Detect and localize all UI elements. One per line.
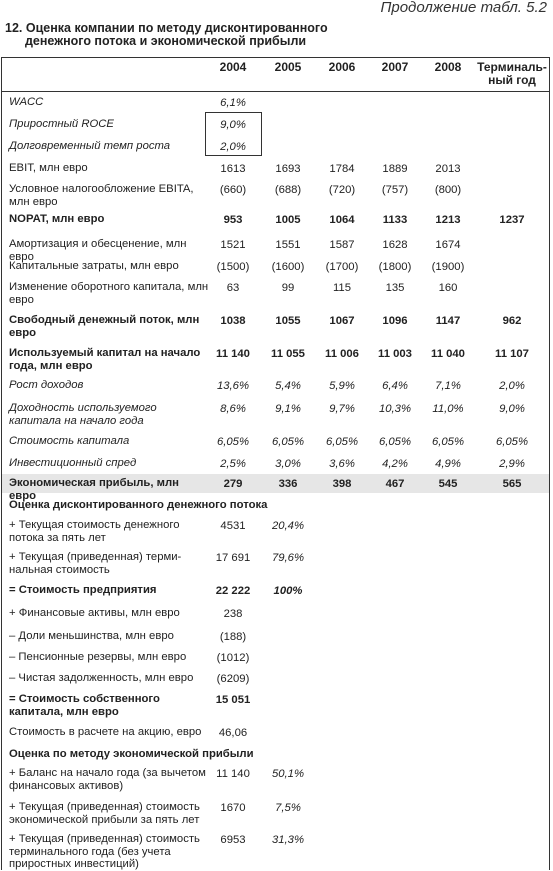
row-label: – Пенсионные резервы, млн евро — [9, 651, 187, 663]
table-cell: 545 — [438, 478, 458, 490]
table-row — [2, 581, 549, 601]
table-cell: 1521 — [220, 239, 246, 251]
table-cell: 1628 — [382, 239, 408, 251]
table-cell: 565 — [502, 478, 522, 490]
row-label: + Текущая (приведенная) стоимость терминального года (без учета приростных инвестиций) — [9, 833, 200, 870]
table-cell: 6,05% — [271, 436, 305, 448]
table-cell: 5,4% — [275, 380, 301, 392]
row-label: Свободный денежный поток, млн евро — [9, 314, 200, 339]
table-cell: (188) — [219, 631, 247, 643]
table-cell: 115 — [332, 282, 351, 294]
share-percent: 79,6% — [271, 552, 305, 564]
caption-line-1: 12. Оценка компании по методу дисконтированного — [5, 21, 328, 35]
share-percent: 7,5% — [275, 802, 301, 814]
table-cell: (800) — [434, 184, 462, 196]
table-row — [2, 210, 549, 230]
table-cell: 11,0% — [432, 403, 464, 415]
table-row — [2, 723, 549, 743]
row-label: Условное налогообложение EBITA, млн евро — [9, 183, 194, 208]
table-row — [2, 496, 549, 516]
table-row — [2, 454, 549, 474]
table-cell: 17 691 — [215, 552, 251, 564]
table-cell: 6953 — [220, 834, 246, 846]
table-cell: 1784 — [329, 163, 355, 175]
row-label: Капитальные затраты, млн евро — [9, 260, 179, 272]
table-cell: 11 055 — [271, 348, 305, 360]
table-row — [2, 474, 549, 502]
table-cell: 1693 — [275, 163, 301, 175]
table-row — [2, 627, 549, 647]
table-cell: 1587 — [329, 239, 355, 251]
table-cell: (1500) — [216, 261, 250, 273]
table-cell: 11 140 — [216, 768, 250, 780]
table-row — [2, 604, 549, 624]
table-cell: 5,9% — [329, 380, 355, 392]
table-header — [2, 58, 549, 92]
table-cell: 160 — [438, 282, 458, 294]
table-row — [2, 115, 549, 135]
row-label: – Доли меньшинства, млн евро — [9, 630, 174, 642]
table-cell: 279 — [223, 478, 243, 490]
table-row — [2, 344, 549, 372]
table-cell: 135 — [385, 282, 405, 294]
table-cell: 63 — [226, 282, 240, 294]
row-label: – Чистая задолженность, млн евро — [9, 672, 194, 684]
table-caption — [5, 22, 365, 48]
table-row — [2, 278, 549, 306]
row-label: + Текущая стоимость денежного потока за пять лет — [9, 519, 180, 544]
table-cell: 1096 — [382, 315, 408, 327]
table-cell: 9,1% — [275, 403, 301, 415]
table-row — [2, 745, 549, 765]
table-cell: 11 003 — [378, 348, 412, 360]
row-label: + Финансовые активы, млн евро — [9, 607, 180, 619]
table-cell: 1613 — [220, 163, 246, 175]
table-row — [2, 137, 549, 157]
table-cell: 6,05% — [378, 436, 412, 448]
caption-line-2: денежного потока и экономической прибыли — [25, 34, 307, 48]
table-row — [2, 764, 549, 792]
share-percent: 50,1% — [271, 768, 305, 780]
row-label: + Текущая (приведенная) стоимость экономической прибыли за пять лет — [9, 801, 200, 826]
column-header: 2008 — [434, 60, 462, 74]
row-label: Оценка дисконтированного денежного потока — [9, 499, 268, 511]
table-cell: 1038 — [220, 315, 246, 327]
table-cell: 9,0% — [220, 119, 246, 131]
table-row — [2, 648, 549, 668]
table-cell: 3,0% — [275, 458, 301, 470]
row-label: Приростный ROCE — [9, 118, 114, 130]
table-cell: 1670 — [220, 802, 246, 814]
row-label: = Стоимость предприятия — [9, 584, 157, 596]
table-cell: 4531 — [220, 520, 246, 532]
table-row — [2, 376, 549, 396]
table-cell: 1005 — [275, 214, 301, 226]
row-label: Оценка по методу экономической прибыли — [9, 748, 254, 760]
table-cell: 467 — [385, 478, 405, 490]
table-cell: 1133 — [382, 214, 408, 226]
row-label: Рост доходов — [9, 379, 84, 391]
table-cell: 962 — [502, 315, 522, 327]
table-cell: 6,4% — [382, 380, 408, 392]
table-cell: 6,05% — [495, 436, 529, 448]
row-label: Стоимость в расчете на акцию, евро — [9, 726, 202, 738]
table-cell: 2,0% — [220, 141, 246, 153]
table-row — [2, 548, 549, 576]
table-cell: 4,2% — [382, 458, 408, 470]
table-cell: 9,7% — [329, 403, 355, 415]
row-label: + Текущая (приведенная) терми-нальная стоимость — [9, 551, 182, 576]
table-cell: (660) — [219, 184, 247, 196]
table-cell: (1700) — [325, 261, 359, 273]
row-label: = Стоимость собственного капитала, млн евро — [9, 693, 160, 718]
table-cell: 398 — [332, 478, 352, 490]
row-label: Изменение оборотного капитала, млн евро — [9, 281, 209, 306]
column-header: 2006 — [328, 60, 356, 74]
row-label: Стоимость капитала — [9, 435, 130, 447]
table-row — [2, 311, 549, 339]
table-row — [2, 399, 549, 427]
table-cell: 1064 — [329, 214, 355, 226]
table-cell: 1067 — [329, 315, 355, 327]
table-row — [2, 432, 549, 452]
table-cell: (1800) — [378, 261, 412, 273]
table-cell: 6,05% — [325, 436, 359, 448]
row-label: Экономическая прибыль, млн евро — [9, 477, 180, 502]
table-cell: 953 — [223, 214, 243, 226]
share-percent: 20,4% — [271, 520, 305, 532]
table-cell: (688) — [274, 184, 302, 196]
table-cell: 6,1% — [220, 97, 246, 109]
valuation-table — [1, 57, 550, 870]
column-header: Терминаль-ный год — [477, 60, 547, 87]
table-cell: 11 040 — [431, 348, 465, 360]
row-label: Инвестиционный спред — [9, 457, 137, 469]
table-cell: 10,3% — [378, 403, 412, 415]
table-cell: 6,05% — [431, 436, 465, 448]
table-cell: 46,06 — [218, 727, 248, 739]
table-row — [2, 159, 549, 179]
table-cell: (757) — [381, 184, 409, 196]
table-cell: 1147 — [435, 315, 461, 327]
table-cell: 1237 — [499, 214, 525, 226]
table-cell: 238 — [223, 608, 243, 620]
table-row — [2, 690, 549, 718]
column-header: 2004 — [219, 60, 247, 74]
highlight-box — [205, 112, 262, 156]
table-cell: 13,6% — [216, 380, 250, 392]
column-header: 2005 — [274, 60, 302, 74]
row-label: EBIT, млн евро — [9, 162, 88, 174]
table-cell: 1055 — [275, 315, 301, 327]
column-header: 2007 — [381, 60, 409, 74]
table-cell: (1900) — [431, 261, 465, 273]
table-cell: 2013 — [435, 163, 461, 175]
table-cell: 99 — [281, 282, 295, 294]
table-cell: 1213 — [435, 214, 461, 226]
row-label: NOPAT, млн евро — [9, 213, 105, 225]
row-label: Доходность используемого капитала на начало года — [9, 402, 157, 427]
table-row — [2, 93, 549, 113]
table-cell: 6,05% — [216, 436, 250, 448]
row-label: + Баланс на начало года (за вычетом финансовых активов) — [9, 767, 206, 792]
table-cell: (720) — [328, 184, 356, 196]
table-cell: 11 006 — [325, 348, 359, 360]
continuation-note: Продолжение табл. 5.2 — [380, 0, 547, 16]
table-cell: 11 140 — [216, 348, 250, 360]
table-row — [2, 235, 549, 263]
table-cell: 22 222 — [215, 585, 251, 597]
table-cell: 2,9% — [499, 458, 525, 470]
table-cell: (6209) — [216, 673, 250, 685]
table-cell: 1674 — [435, 239, 461, 251]
table-cell: 1551 — [275, 239, 301, 251]
table-row — [2, 798, 549, 826]
table-row — [2, 830, 549, 870]
table-cell: 1889 — [382, 163, 408, 175]
table-cell: 7,1% — [435, 380, 461, 392]
row-label: WACC — [9, 96, 44, 108]
table-cell: (1600) — [271, 261, 305, 273]
table-cell: 8,6% — [220, 403, 246, 415]
table-cell: 3,6% — [329, 458, 355, 470]
table-cell: 9,0% — [499, 403, 525, 415]
table-cell: 15 051 — [215, 694, 251, 706]
table-cell: 2,5% — [220, 458, 246, 470]
table-cell: 336 — [278, 478, 298, 490]
table-cell: 4,9% — [435, 458, 461, 470]
table-cell: 2,0% — [499, 380, 525, 392]
table-cell: (1012) — [216, 652, 250, 664]
share-percent: 100% — [273, 585, 303, 597]
table-row — [2, 669, 549, 689]
table-row — [2, 180, 549, 208]
table-row — [2, 516, 549, 544]
share-percent: 31,3% — [271, 834, 305, 846]
row-label: Амортизация и обесценение, млн евро — [9, 238, 187, 263]
row-label: Используемый капитал на начало года, млн евро — [9, 347, 201, 372]
row-label: Долговременный темп роста — [9, 140, 171, 152]
table-cell: 11 107 — [495, 348, 529, 360]
table-row — [2, 257, 549, 277]
